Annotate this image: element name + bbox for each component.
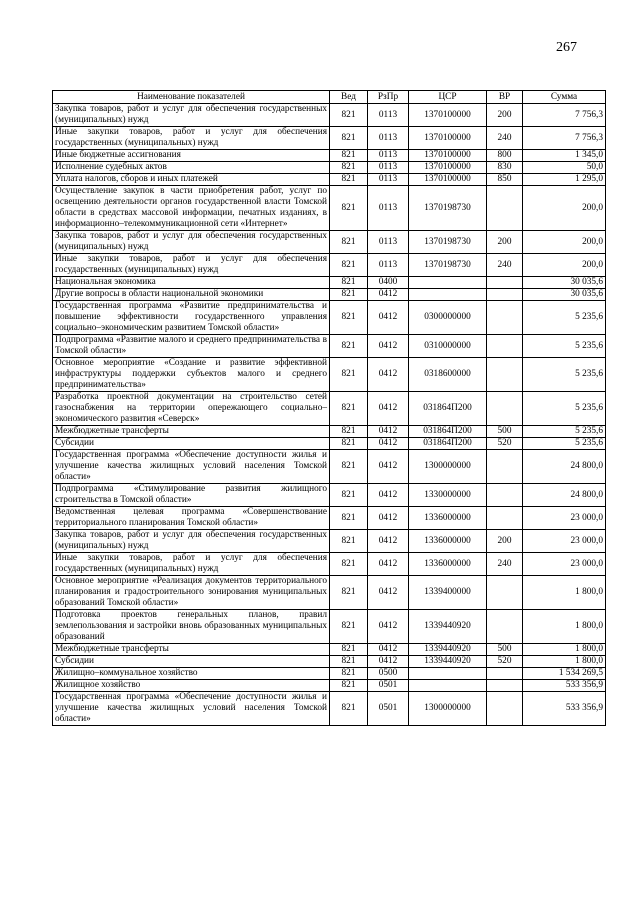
row-rzpr-cell: 0412 xyxy=(368,576,409,610)
row-vr-cell: 500 xyxy=(487,426,523,438)
row-ved-cell: 821 xyxy=(330,692,368,726)
row-sum-cell: 50,0 xyxy=(523,162,606,174)
header-rzpr: РзПр xyxy=(368,91,409,104)
row-vr-cell: 800 xyxy=(487,150,523,162)
row-sum-cell: 1 345,0 xyxy=(523,150,606,162)
row-sum-cell: 30 035,6 xyxy=(523,289,606,301)
table-row xyxy=(53,484,606,507)
row-vr-cell xyxy=(487,692,523,726)
row-csr-cell: 1370198730 xyxy=(409,254,487,277)
table-row xyxy=(53,301,606,335)
row-ved-cell: 821 xyxy=(330,174,368,186)
row-sum-cell: 1 534 269,5 xyxy=(523,668,606,680)
row-name-cell: Государственная программа «Обеспечение доступности жилья и улучшение качества жилищных условий населения Томской области» xyxy=(53,450,330,484)
table-row xyxy=(53,335,606,358)
row-sum-cell: 5 235,6 xyxy=(523,301,606,335)
table-row xyxy=(53,553,606,576)
row-ved-cell: 821 xyxy=(330,277,368,289)
row-sum-cell: 7 756,3 xyxy=(523,104,606,127)
row-name-cell: Разработка проектной документации на строительство сетей газоснабжения на территории опережающего социально–экономического развития «Северск» xyxy=(53,392,330,426)
row-vr-cell xyxy=(487,277,523,289)
row-csr-cell xyxy=(409,668,487,680)
table-row xyxy=(53,254,606,277)
table-row xyxy=(53,174,606,186)
row-ved-cell: 821 xyxy=(330,186,368,231)
row-ved-cell: 821 xyxy=(330,426,368,438)
row-name-cell: Государственная программа «Обеспечение доступности жилья и улучшение качества жилищных условий населения Томской области» xyxy=(53,692,330,726)
row-rzpr-cell: 0412 xyxy=(368,610,409,644)
row-sum-cell: 24 800,0 xyxy=(523,484,606,507)
row-csr-cell: 1370100000 xyxy=(409,150,487,162)
table-row xyxy=(53,289,606,301)
row-csr-cell: 0310000000 xyxy=(409,335,487,358)
header-sum: Сумма xyxy=(523,91,606,104)
row-ved-cell: 821 xyxy=(330,231,368,254)
row-csr-cell: 1300000000 xyxy=(409,450,487,484)
row-name-cell: Ведомственная целевая программа «Совершенствование территориального планирования Томской области» xyxy=(53,507,330,530)
row-csr-cell: 1370100000 xyxy=(409,104,487,127)
table-row xyxy=(53,104,606,127)
row-vr-cell xyxy=(487,668,523,680)
row-csr-cell: 1370100000 xyxy=(409,174,487,186)
row-vr-cell xyxy=(487,484,523,507)
table-row xyxy=(53,610,606,644)
row-csr-cell: 1336000000 xyxy=(409,507,487,530)
row-vr-cell: 200 xyxy=(487,530,523,553)
row-name-cell: Иные закупки товаров, работ и услуг для обеспечения государственных (муниципальных) нужд xyxy=(53,127,330,150)
row-rzpr-cell: 0113 xyxy=(368,174,409,186)
row-rzpr-cell: 0412 xyxy=(368,438,409,450)
row-rzpr-cell: 0113 xyxy=(368,162,409,174)
row-rzpr-cell: 0412 xyxy=(368,656,409,668)
row-vr-cell xyxy=(487,680,523,692)
row-name-cell: Национальная экономика xyxy=(53,277,330,289)
row-sum-cell: 23 000,0 xyxy=(523,553,606,576)
row-vr-cell xyxy=(487,186,523,231)
row-ved-cell: 821 xyxy=(330,668,368,680)
row-sum-cell: 30 035,6 xyxy=(523,277,606,289)
row-vr-cell: 520 xyxy=(487,438,523,450)
row-sum-cell: 7 756,3 xyxy=(523,127,606,150)
row-sum-cell: 1 800,0 xyxy=(523,576,606,610)
row-name-cell: Закупка товаров, работ и услуг для обеспечения государственных (муниципальных) нужд xyxy=(53,231,330,254)
row-ved-cell: 821 xyxy=(330,150,368,162)
row-rzpr-cell: 0412 xyxy=(368,392,409,426)
row-ved-cell: 821 xyxy=(330,162,368,174)
header-ved: Вед xyxy=(330,91,368,104)
table-row xyxy=(53,530,606,553)
row-name-cell: Закупка товаров, работ и услуг для обеспечения государственных (муниципальных) нужд xyxy=(53,530,330,553)
row-sum-cell: 200,0 xyxy=(523,186,606,231)
row-vr-cell: 520 xyxy=(487,656,523,668)
row-vr-cell: 240 xyxy=(487,254,523,277)
row-csr-cell: 1336000000 xyxy=(409,530,487,553)
budget-table xyxy=(52,90,606,726)
row-vr-cell xyxy=(487,450,523,484)
row-name-cell: Подпрограмма «Стимулирование развития жилищного строительства в Томской области» xyxy=(53,484,330,507)
row-csr-cell xyxy=(409,680,487,692)
row-sum-cell: 5 235,6 xyxy=(523,358,606,392)
row-csr-cell: 1339440920 xyxy=(409,610,487,644)
row-rzpr-cell: 0113 xyxy=(368,150,409,162)
row-vr-cell: 200 xyxy=(487,104,523,127)
row-rzpr-cell: 0113 xyxy=(368,127,409,150)
row-vr-cell xyxy=(487,301,523,335)
row-name-cell: Подготовка проектов генеральных планов, правил землепользования и застройки вновь образованных муниципальных образований xyxy=(53,610,330,644)
row-name-cell: Основное мероприятие «Реализация документов территориального планирования и градостроительного зонирования муниципальных образований Томской области» xyxy=(53,576,330,610)
row-csr-cell: 1330000000 xyxy=(409,484,487,507)
row-rzpr-cell: 0412 xyxy=(368,484,409,507)
row-sum-cell: 24 800,0 xyxy=(523,450,606,484)
row-rzpr-cell: 0113 xyxy=(368,104,409,127)
row-ved-cell: 821 xyxy=(330,680,368,692)
table-body xyxy=(53,104,606,726)
row-csr-cell: 1300000000 xyxy=(409,692,487,726)
row-ved-cell: 821 xyxy=(330,450,368,484)
row-ved-cell: 821 xyxy=(330,507,368,530)
row-rzpr-cell: 0412 xyxy=(368,289,409,301)
row-rzpr-cell: 0412 xyxy=(368,335,409,358)
row-sum-cell: 5 235,6 xyxy=(523,426,606,438)
header-csr: ЦСР xyxy=(409,91,487,104)
row-vr-cell xyxy=(487,576,523,610)
row-sum-cell: 200,0 xyxy=(523,254,606,277)
table-row xyxy=(53,576,606,610)
row-rzpr-cell: 0412 xyxy=(368,644,409,656)
row-name-cell: Субсидии xyxy=(53,438,330,450)
row-name-cell: Государственная программа «Развитие предпринимательства и повышение эффективности государственного управления социально–экономическим развитием Томской области» xyxy=(53,301,330,335)
table-row xyxy=(53,426,606,438)
table-row xyxy=(53,231,606,254)
row-vr-cell xyxy=(487,507,523,530)
row-name-cell: Иные бюджетные ассигнования xyxy=(53,150,330,162)
row-csr-cell: 1370198730 xyxy=(409,186,487,231)
row-vr-cell xyxy=(487,289,523,301)
row-ved-cell: 821 xyxy=(330,553,368,576)
row-name-cell: Основное мероприятие «Создание и развитие эффективной инфраструктуры поддержки субъектов малого и среднего предпринимательства» xyxy=(53,358,330,392)
row-csr-cell: 031864П200 xyxy=(409,426,487,438)
row-rzpr-cell: 0412 xyxy=(368,358,409,392)
row-csr-cell: 031864П200 xyxy=(409,438,487,450)
row-ved-cell: 821 xyxy=(330,358,368,392)
row-sum-cell: 23 000,0 xyxy=(523,507,606,530)
row-sum-cell: 1 800,0 xyxy=(523,656,606,668)
row-name-cell: Другие вопросы в области национальной экономики xyxy=(53,289,330,301)
row-ved-cell: 821 xyxy=(330,335,368,358)
row-name-cell: Уплата налогов, сборов и иных платежей xyxy=(53,174,330,186)
header-name: Наименование показателей xyxy=(53,91,330,104)
row-name-cell: Закупка товаров, работ и услуг для обеспечения государственных (муниципальных) нужд xyxy=(53,104,330,127)
row-rzpr-cell: 0400 xyxy=(368,277,409,289)
row-csr-cell: 0300000000 xyxy=(409,301,487,335)
row-ved-cell: 821 xyxy=(330,392,368,426)
row-sum-cell: 200,0 xyxy=(523,231,606,254)
row-name-cell: Осуществление закупок в части приобретения работ, услуг по освещению деятельности органов государственной власти Томской области в средствах массовой информации, печатных изданиях, в информационно–телекоммуникационной сети «Интернет» xyxy=(53,186,330,231)
row-vr-cell xyxy=(487,358,523,392)
header-vr: ВР xyxy=(487,91,523,104)
row-csr-cell xyxy=(409,289,487,301)
row-ved-cell: 821 xyxy=(330,644,368,656)
row-ved-cell: 821 xyxy=(330,301,368,335)
row-rzpr-cell: 0412 xyxy=(368,426,409,438)
row-name-cell: Исполнение судебных актов xyxy=(53,162,330,174)
row-sum-cell: 1 800,0 xyxy=(523,644,606,656)
row-name-cell: Межбюджетные трансферты xyxy=(53,644,330,656)
row-name-cell: Подпрограмма «Развитие малого и среднего предпринимательства в Томской области» xyxy=(53,335,330,358)
row-vr-cell: 200 xyxy=(487,231,523,254)
row-rzpr-cell: 0501 xyxy=(368,680,409,692)
row-rzpr-cell: 0412 xyxy=(368,450,409,484)
row-rzpr-cell: 0412 xyxy=(368,301,409,335)
row-vr-cell xyxy=(487,335,523,358)
row-ved-cell: 821 xyxy=(330,104,368,127)
row-sum-cell: 1 800,0 xyxy=(523,610,606,644)
row-csr-cell: 1339440920 xyxy=(409,656,487,668)
row-ved-cell: 821 xyxy=(330,289,368,301)
row-rzpr-cell: 0113 xyxy=(368,231,409,254)
row-ved-cell: 821 xyxy=(330,656,368,668)
row-sum-cell: 533 356,9 xyxy=(523,692,606,726)
row-csr-cell: 1370100000 xyxy=(409,127,487,150)
table-row xyxy=(53,392,606,426)
row-ved-cell: 821 xyxy=(330,254,368,277)
row-name-cell: Иные закупки товаров, работ и услуг для обеспечения государственных (муниципальных) нужд xyxy=(53,553,330,576)
row-csr-cell: 1339400000 xyxy=(409,576,487,610)
table-row xyxy=(53,358,606,392)
row-vr-cell: 240 xyxy=(487,553,523,576)
row-csr-cell: 1339440920 xyxy=(409,644,487,656)
row-name-cell: Иные закупки товаров, работ и услуг для обеспечения государственных (муниципальных) нужд xyxy=(53,254,330,277)
row-sum-cell: 5 235,6 xyxy=(523,335,606,358)
row-ved-cell: 821 xyxy=(330,530,368,553)
row-vr-cell: 830 xyxy=(487,162,523,174)
row-csr-cell xyxy=(409,277,487,289)
row-rzpr-cell: 0412 xyxy=(368,530,409,553)
row-sum-cell: 533 356,9 xyxy=(523,680,606,692)
table-row xyxy=(53,150,606,162)
row-csr-cell: 1370100000 xyxy=(409,162,487,174)
row-rzpr-cell: 0501 xyxy=(368,692,409,726)
table-row xyxy=(53,656,606,668)
row-name-cell: Межбюджетные трансферты xyxy=(53,426,330,438)
row-sum-cell: 5 235,6 xyxy=(523,392,606,426)
row-ved-cell: 821 xyxy=(330,610,368,644)
row-name-cell: Жилищное хозяйство xyxy=(53,680,330,692)
row-rzpr-cell: 0412 xyxy=(368,507,409,530)
row-csr-cell: 0318600000 xyxy=(409,358,487,392)
table-row xyxy=(53,680,606,692)
row-vr-cell: 850 xyxy=(487,174,523,186)
row-vr-cell xyxy=(487,392,523,426)
row-csr-cell: 031864П200 xyxy=(409,392,487,426)
table-row xyxy=(53,277,606,289)
row-sum-cell: 1 295,0 xyxy=(523,174,606,186)
row-rzpr-cell: 0113 xyxy=(368,186,409,231)
row-rzpr-cell: 0113 xyxy=(368,254,409,277)
table-row xyxy=(53,438,606,450)
row-sum-cell: 5 235,6 xyxy=(523,438,606,450)
table-header-row xyxy=(53,91,606,104)
row-rzpr-cell: 0412 xyxy=(368,553,409,576)
row-csr-cell: 1370198730 xyxy=(409,231,487,254)
page-number: 267 xyxy=(556,40,577,55)
row-ved-cell: 821 xyxy=(330,484,368,507)
row-name-cell: Субсидии xyxy=(53,656,330,668)
table-row xyxy=(53,644,606,656)
row-ved-cell: 821 xyxy=(330,576,368,610)
row-ved-cell: 821 xyxy=(330,438,368,450)
table-row xyxy=(53,668,606,680)
row-rzpr-cell: 0500 xyxy=(368,668,409,680)
table-row xyxy=(53,162,606,174)
table-row xyxy=(53,450,606,484)
row-vr-cell: 500 xyxy=(487,644,523,656)
table-row xyxy=(53,692,606,726)
table-row xyxy=(53,127,606,150)
row-name-cell: Жилищно–коммунальное хозяйство xyxy=(53,668,330,680)
row-sum-cell: 23 000,0 xyxy=(523,530,606,553)
row-vr-cell xyxy=(487,610,523,644)
row-csr-cell: 1336000000 xyxy=(409,553,487,576)
table-row xyxy=(53,186,606,231)
table-row xyxy=(53,507,606,530)
row-ved-cell: 821 xyxy=(330,127,368,150)
row-vr-cell: 240 xyxy=(487,127,523,150)
